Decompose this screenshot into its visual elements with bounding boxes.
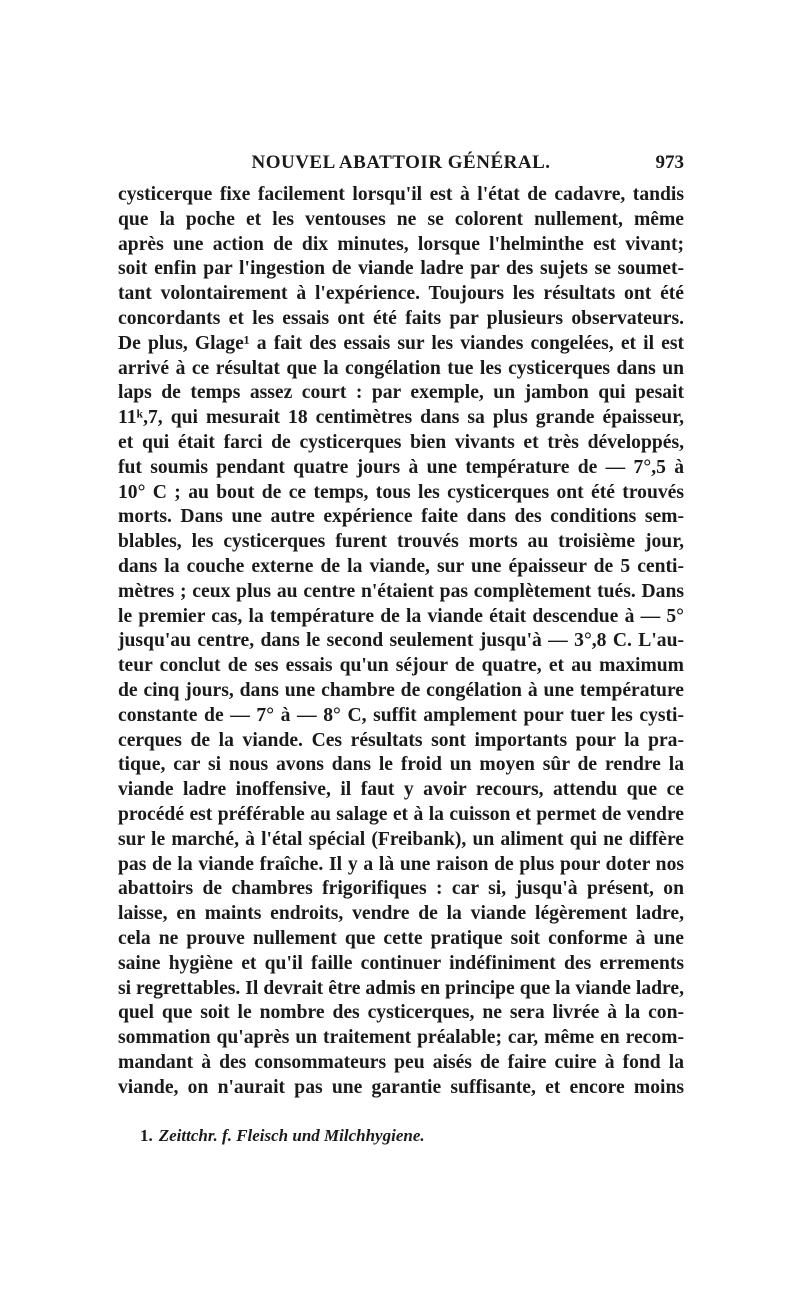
page-header — [118, 152, 684, 182]
text-line: cela ne prouve nullement que cette pratique soit conforme à une — [118, 927, 684, 949]
text-line: dans la couche externe de la viande, sur une épaisseur de 5 centi- — [118, 555, 684, 577]
body-paragraph — [118, 183, 684, 1100]
text-line: si regrettables. Il devrait être admis en principe que la viande ladre, — [118, 977, 684, 999]
text-line: abattoirs de chambres frigorifiques : car si, jusqu'à présent, on — [118, 878, 684, 900]
text-line: fut soumis pendant quatre jours à une température de — 7°,5 à — [118, 456, 684, 478]
text-line: laisse, en maints endroits, vendre de la viande légèrement ladre, — [118, 903, 684, 925]
text-line: morts. Dans une autre expérience faite dans des conditions sem- — [118, 506, 684, 528]
text-line: pas de la viande fraîche. Il y a là une raison de plus pour doter nos — [118, 853, 684, 875]
text-line: 10° C ; au bout de ce temps, tous les cysticerques ont été trouvés — [118, 481, 684, 503]
text-line: constante de — 7° à — 8° C, suffit amplement pour tuer les cysti- — [118, 704, 684, 726]
text-line: viande ladre inoffensive, il faut y avoir recours, attendu que ce — [118, 779, 684, 801]
text-line: cerques de la viande. Ces résultats sont importants pour la pra- — [118, 729, 684, 751]
text-line: le premier cas, la température de la viande était descendue à — 5° — [118, 605, 684, 627]
text-line: de cinq jours, dans une chambre de congélation à une température — [118, 679, 684, 701]
text-line: laps de temps assez court : par exemple, un jambon qui pesait — [118, 382, 684, 404]
text-line: cysticerque fixe facilement lorsqu'il est à l'état de cadavre, tandis — [118, 184, 684, 205]
text-line: De plus, Glage¹ a fait des essais sur les viandes congelées, et il est — [118, 332, 684, 354]
text-line: concordants et les essais ont été faits par plusieurs observateurs. — [118, 307, 684, 329]
text-line: arrivé à ce résultat que la congélation tue les cysticerques dans un — [118, 357, 684, 379]
text-line: sommation qu'après un traitement préalable; car, même en recom- — [118, 1027, 684, 1049]
page-number: 973 — [655, 152, 684, 173]
footnote — [140, 1126, 425, 1146]
text-line: mètres ; ceux plus au centre n'étaient pas complètement tués. Dans — [118, 580, 684, 602]
text-line: teur conclut de ses essais qu'un séjour de quatre, et au maximum — [118, 655, 684, 677]
text-line: tant volontairement à l'expérience. Toujours les résultats ont été — [118, 283, 684, 305]
text-line: tique, car si nous avons dans le froid un moyen sûr de rendre la — [118, 754, 684, 776]
footnote-number: 1. — [140, 1126, 153, 1145]
text-line: que la poche et les ventouses ne se colorent nullement, même — [118, 208, 684, 230]
text-line: blables, les cysticerques furent trouvés morts au troisième jour, — [118, 531, 684, 553]
running-title: NOUVEL ABATTOIR GÉNÉRAL. — [251, 152, 551, 173]
text-line: sur le marché, à l'étal spécial (Freibank), un aliment qui ne diffère — [118, 828, 684, 850]
text-line: quel que soit le nombre des cysticerques, ne sera livrée à la con- — [118, 1002, 684, 1024]
text-line: viande, on n'aurait pas une garantie suffisante, et encore moins — [118, 1076, 684, 1098]
text-line: mandant à des consommateurs peu aisés de faire cuire à fond la — [118, 1051, 684, 1073]
text-line: saine hygiène et qu'il faille continuer indéfiniment des errements — [118, 952, 684, 974]
footnote-text: Zeittchr. f. Fleisch und Milchhygiene. — [158, 1126, 425, 1145]
text-line: procédé est préférable au salage et à la cuisson et permet de vendre — [118, 803, 684, 825]
text-line: 11ᵏ,7, qui mesurait 18 centimètres dans sa plus grande épaisseur, — [118, 407, 684, 429]
text-line: soit enfin par l'ingestion de viande ladre par des sujets se soumet- — [118, 258, 684, 280]
text-line: après une action de dix minutes, lorsque l'helminthe est vivant; — [118, 233, 684, 255]
text-line: et qui était farci de cysticerques bien vivants et très développés, — [118, 431, 684, 453]
text-line: jusqu'au centre, dans le second seulement jusqu'à — 3°,8 C. L'au- — [118, 630, 684, 652]
